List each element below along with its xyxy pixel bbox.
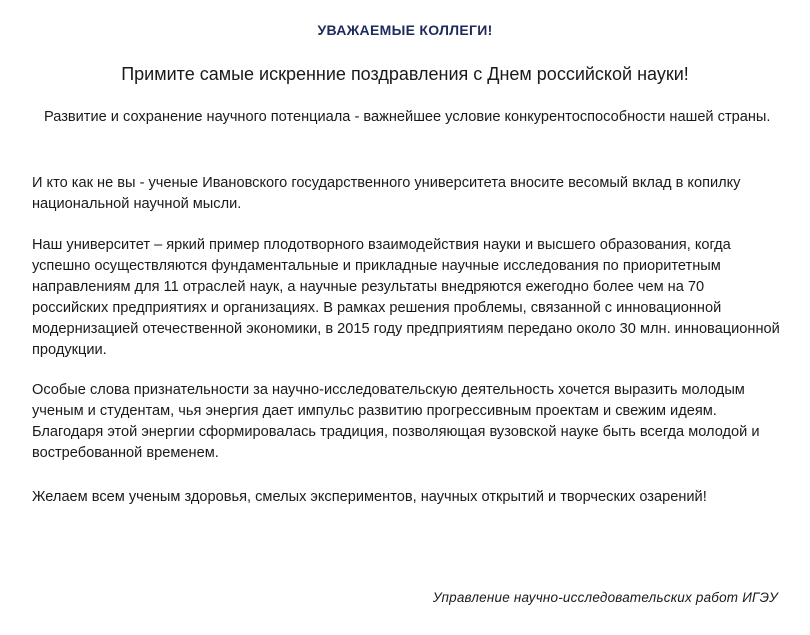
paragraph-4: Особые слова признательности за научно-исследовательскую деятельность хочется выразить молодым ученым и студентам, чья энергия дает импульс развитию прогрессивным проектам и свежим идеям. Благодаря этой энергии сформировалась традиция, позволяющая вузовской науке быть всегда молодой и востребованной временем. [32,382,760,461]
letter-heading: УВАЖАЕМЫЕ КОЛЛЕГИ! [317,22,493,38]
paragraph-2: И кто как не вы - ученые Ивановского государственного университета вносите весомый вклад в копилку национальной научной мысли. [32,175,741,212]
paragraph-1 [32,107,782,128]
paragraph-5: Желаем всем ученым здоровья, смелых экспериментов, научных открытий и творческих озарений! [32,489,707,505]
paragraph-3: Наш университет – яркий пример плодотворного взаимодействия науки и высшего образования, когда успешно осуществляются фундаментальные и прикладные научные исследования по приоритетным направлениям для 11 отраслей наук, а научные результаты внедряются ежегодно более чем на 70 российских предприятиях и организациях. В рамках решения проблемы, связанной с инновационной модернизацией отечественной экономики, в 2015 году предприятиям передано около 30 млн. инновационной продукции. [32,237,780,358]
letter-signature: Управление научно-исследовательских работ ИГЭУ [432,590,778,605]
letter-subheading: Примите самые искренние поздравления с Днем российской науки! [121,64,689,84]
paragraph-1-text: Развитие и сохранение научного потенциала - важнейшее условие конкурентоспособности нашей страны. [44,109,771,125]
